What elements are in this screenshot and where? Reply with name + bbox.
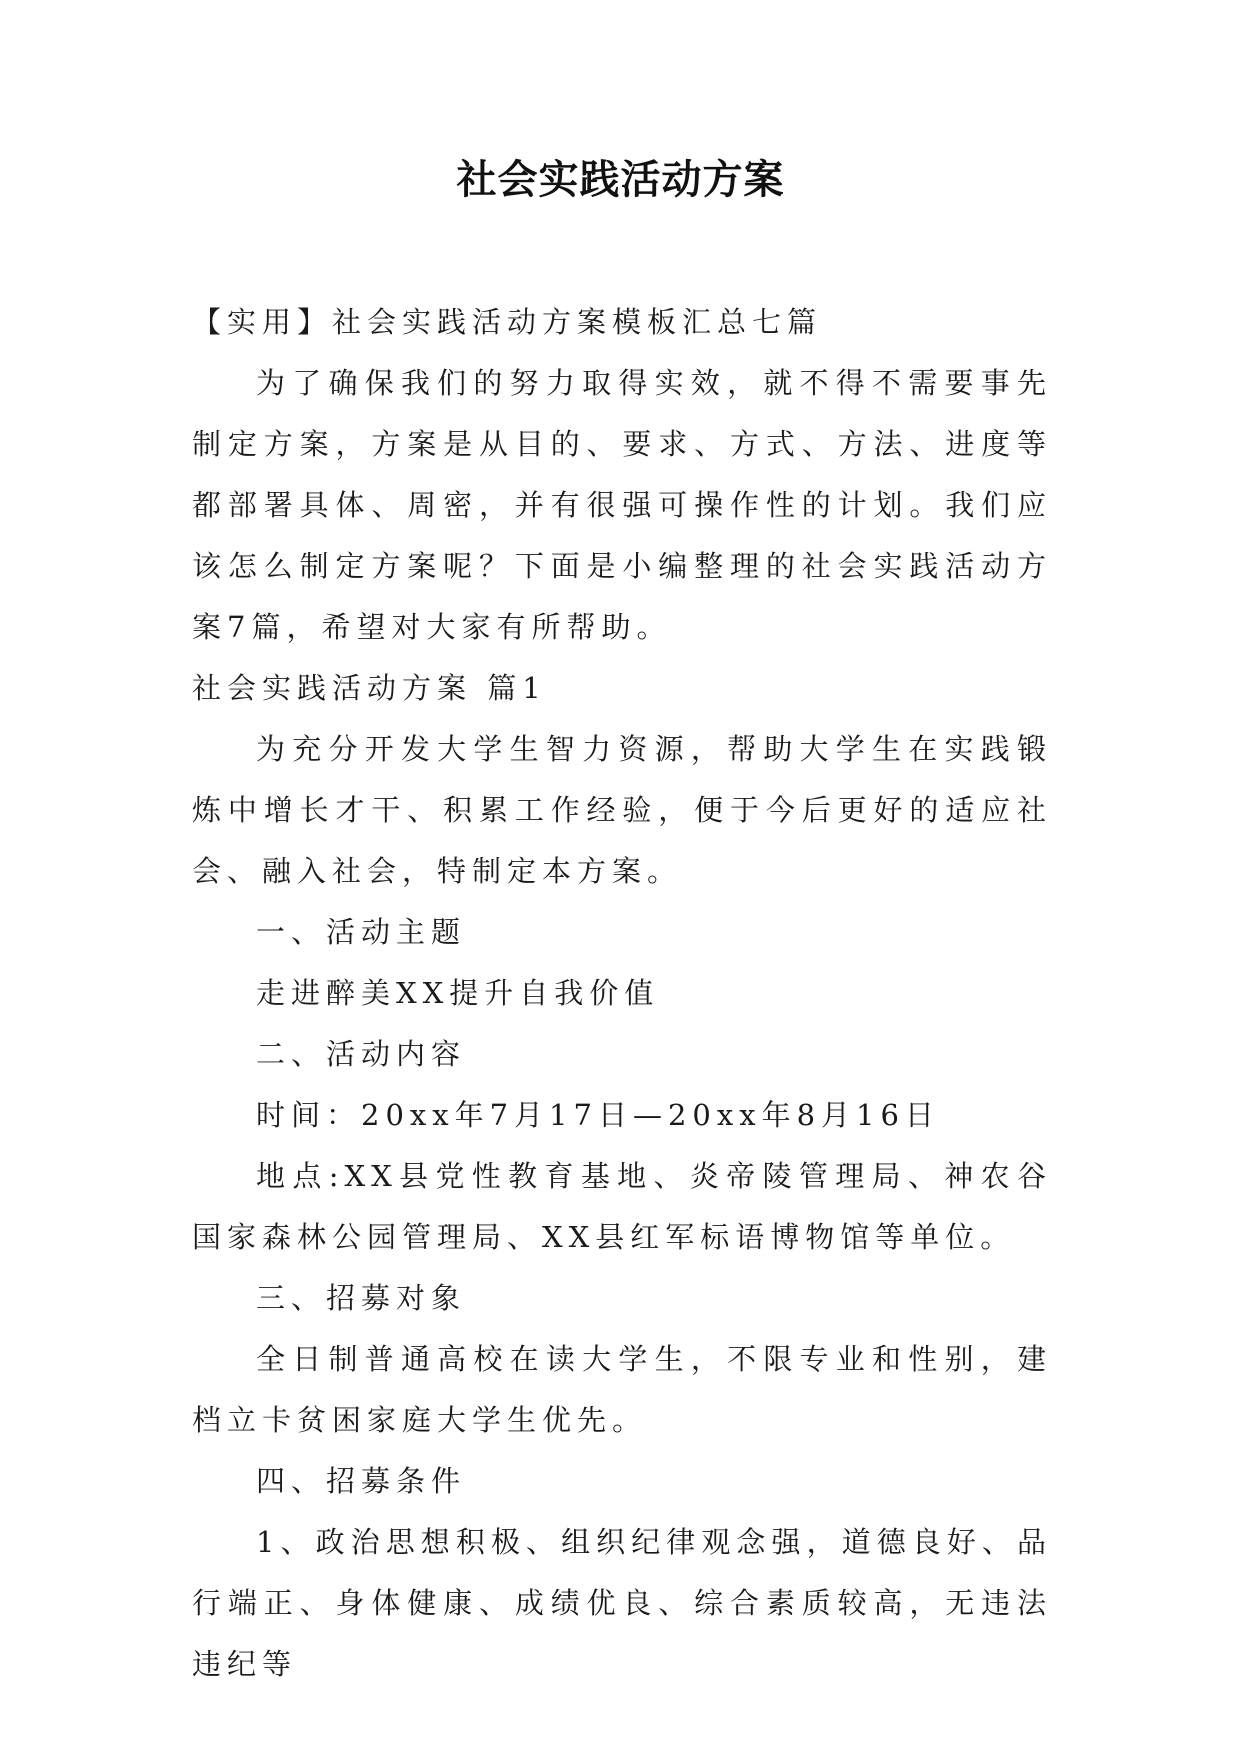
heading-recruit-target: 三、招募对象 [256, 1281, 467, 1315]
purpose-paragraph: 为充分开发大学生智力资源，帮助大学生在实践锻炼中增长才干、积累工作经验，便于今后更好的适应社会、融入社会，特制定本方案。 [192, 732, 1052, 888]
document-body [192, 292, 1052, 1695]
subtitle-paragraph: 【实用】社会实践活动方案模板汇总七篇 [192, 305, 823, 339]
activity-time: 时间：20xx年7月17日—20xx年8月16日 [256, 1098, 940, 1132]
activity-location: 地点:XX县党性教育基地、炎帝陵管理局、神农谷国家森林公园管理局、XX县红军标语博物馆等单位。 [192, 1159, 1052, 1254]
heading-activity-theme: 一、活动主题 [256, 915, 467, 949]
document-title: 社会实践活动方案 [456, 156, 785, 203]
heading-activity-content: 二、活动内容 [256, 1037, 467, 1071]
recruit-target-text: 全日制普通高校在读大学生，不限专业和性别，建档立卡贫困家庭大学生优先。 [192, 1342, 1052, 1437]
activity-theme-text: 走进醉美XX提升自我价值 [256, 976, 660, 1010]
heading-recruit-conditions: 四、招募条件 [256, 1464, 467, 1498]
section-heading: 社会实践活动方案 篇1 [192, 671, 547, 705]
recruit-condition-1: 1、政治思想积极、组织纪律观念强，道德良好、品行端正、身体健康、成绩优良、综合素质较高，无违法违纪等 [192, 1525, 1052, 1681]
intro-paragraph: 为了确保我们的努力取得实效，就不得不需要事先制定方案，方案是从目的、要求、方式、方法、进度等都部署具体、周密，并有很强可操作性的计划。我们应该怎么制定方案呢？下面是小编整理的社会实践活动方案7篇，希望对大家有所帮助。 [192, 366, 1052, 644]
